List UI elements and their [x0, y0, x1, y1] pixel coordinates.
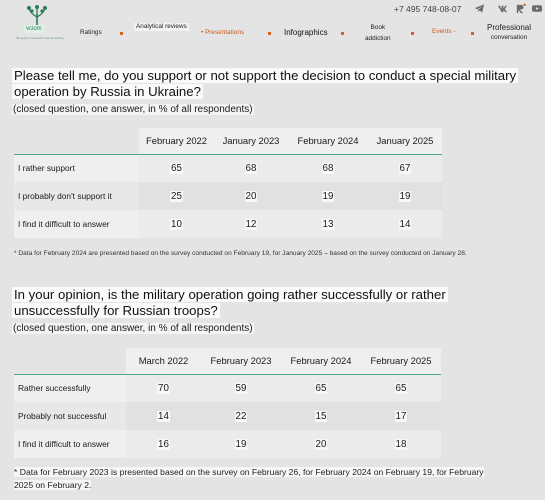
- cell-value-text: 16: [158, 438, 169, 450]
- column-header: March 2022: [126, 348, 201, 374]
- cell-value-text: 65: [171, 162, 182, 174]
- table-header-row: [14, 348, 441, 374]
- cell-value-text: 59: [235, 382, 247, 394]
- cell-value-text: 10: [171, 218, 182, 230]
- column-header: January 2025: [368, 128, 442, 154]
- nav-presentations[interactable]: • Presentations: [201, 29, 245, 36]
- cell-value: [214, 154, 288, 182]
- cell-value: [368, 182, 442, 210]
- cell-value-text: 19: [322, 190, 334, 202]
- cell-value: [126, 430, 201, 458]
- question-2-title-line-2: unsuccessfully for Russian troops?: [14, 303, 218, 318]
- nav-separator-dot: [411, 32, 414, 35]
- results-table-1: [14, 128, 442, 238]
- vk-icon[interactable]: [497, 3, 508, 14]
- nav-separator-dot: [120, 32, 123, 35]
- cell-value: [281, 374, 361, 402]
- cell-value: [201, 402, 281, 430]
- cell-value-text: 17: [395, 410, 407, 422]
- question-2-title-line-1: In your opinion, is the military operation going rather successfully or rather: [14, 287, 446, 302]
- youtube-icon[interactable]: [531, 3, 543, 14]
- table-corner: [14, 128, 139, 154]
- telegram-icon[interactable]: [474, 3, 485, 14]
- row-label: Probably not successful: [14, 402, 126, 430]
- column-header: February 2022: [139, 128, 214, 154]
- table-header-row: [14, 128, 442, 154]
- cell-value: [201, 374, 281, 402]
- nav-separator-dot: [268, 32, 271, 35]
- cell-value-text: 19: [399, 190, 411, 202]
- cell-value-text: 68: [322, 162, 334, 174]
- footnote-1: * Data for February 2024 are presented based on the survey conducted on February 19, for January 2025 – based on the survey conducted on January 28.: [14, 250, 467, 257]
- site-header: [0, 0, 545, 48]
- row-label: Rather successfully: [14, 374, 126, 402]
- cell-value-text: 25: [171, 190, 182, 202]
- cell-value: [214, 182, 288, 210]
- column-header: January 2023: [214, 128, 288, 154]
- cell-value: [139, 154, 214, 182]
- nav-book-label: Book: [370, 24, 386, 31]
- nav-professional-label: Professional: [487, 23, 532, 32]
- results-table-2: [14, 348, 441, 458]
- question-2-subtitle: [12, 322, 254, 335]
- logo-name: vciom: [26, 26, 42, 32]
- phone-number[interactable]: +7 495 748-08-07: [394, 4, 462, 14]
- nav-professional-conversation[interactable]: [487, 24, 531, 42]
- row-label: I probably don't support it: [14, 182, 139, 210]
- nav-conversation-label: conversation: [490, 34, 528, 41]
- cell-value: [201, 430, 281, 458]
- cell-value: [126, 402, 201, 430]
- tree-logo-icon: [26, 5, 48, 27]
- cell-value: [361, 374, 441, 402]
- table-row: [14, 430, 441, 458]
- nav-infographics[interactable]: Infographics: [284, 28, 328, 37]
- table-corner: [14, 348, 126, 374]
- question-2-title: [12, 287, 532, 319]
- cell-value-text: 12: [245, 218, 257, 230]
- cell-value-text: 14: [158, 410, 169, 422]
- site-logo[interactable]: [16, 5, 64, 43]
- column-header: February 2023: [201, 348, 281, 374]
- question-2-subtitle-text: (closed question, one answer, in % of all respondents): [13, 323, 253, 334]
- cell-value: [361, 402, 441, 430]
- cell-value-text: 20: [315, 438, 327, 450]
- row-label: I find it difficult to answer: [14, 430, 126, 458]
- nav-separator-dot: [341, 32, 344, 35]
- cell-value-text: 67: [399, 162, 411, 174]
- nav-ratings[interactable]: Ratings: [80, 29, 102, 36]
- footnote-2-line-1: * Data for February 2023 is presented based on the survey on February 26, for February 2024 on February 19, for February: [14, 467, 484, 477]
- footnote-2-line-2: 2025 on February 2.: [14, 480, 92, 490]
- cell-value-text: 65: [315, 382, 327, 394]
- cell-value-text: 14: [399, 218, 411, 230]
- nav-events[interactable]: Events -: [432, 28, 456, 35]
- cell-value: [214, 210, 288, 238]
- nav-addiction-label: addiction: [365, 35, 391, 42]
- cell-value-text: 15: [315, 410, 327, 422]
- logo-tagline: 35 years of research and consulting: [16, 36, 64, 40]
- table-row: [14, 210, 442, 238]
- cell-value-text: 13: [322, 218, 334, 230]
- question-1-title: [12, 68, 532, 100]
- cell-value: [139, 182, 214, 210]
- cell-value: [288, 210, 368, 238]
- cell-value: [139, 210, 214, 238]
- question-1-subtitle-text: (closed question, one answer, in % of all respondents): [13, 104, 253, 115]
- cell-value-text: 19: [235, 438, 247, 450]
- cell-value-text: 22: [235, 410, 247, 422]
- cell-value: [288, 182, 368, 210]
- row-label: I find it difficult to answer: [14, 210, 139, 238]
- cell-value: [288, 154, 368, 182]
- cell-value-text: 65: [395, 382, 407, 394]
- nav-separator-dot: [471, 32, 474, 35]
- table-row: [14, 182, 442, 210]
- question-1-subtitle: [12, 103, 254, 116]
- table-row: [14, 154, 442, 182]
- cell-value: [368, 154, 442, 182]
- cell-value-text: 68: [245, 162, 257, 174]
- column-header: February 2024: [281, 348, 361, 374]
- nav-analytical-reviews[interactable]: Analytical reviews: [136, 23, 187, 30]
- cell-value: [281, 430, 361, 458]
- nav-book-addiction[interactable]: [365, 24, 391, 43]
- column-header: February 2025: [361, 348, 441, 374]
- footnote-2: [14, 466, 539, 492]
- cell-value: [126, 374, 201, 402]
- rutube-icon[interactable]: [515, 3, 526, 14]
- row-label: I rather support: [14, 154, 139, 182]
- cell-value-text: 18: [395, 438, 407, 450]
- table-row: [14, 402, 441, 430]
- cell-value: [368, 210, 442, 238]
- cell-value: [361, 430, 441, 458]
- cell-value-text: 70: [158, 382, 169, 394]
- cell-value-text: 20: [245, 190, 257, 202]
- table-row: [14, 374, 441, 402]
- question-1-title-line-1: Please tell me, do you support or not support the decision to conduct a special military: [14, 68, 517, 83]
- column-header: February 2024: [288, 128, 368, 154]
- cell-value: [281, 402, 361, 430]
- question-1-title-line-2: operation by Russia in Ukraine?: [14, 84, 201, 99]
